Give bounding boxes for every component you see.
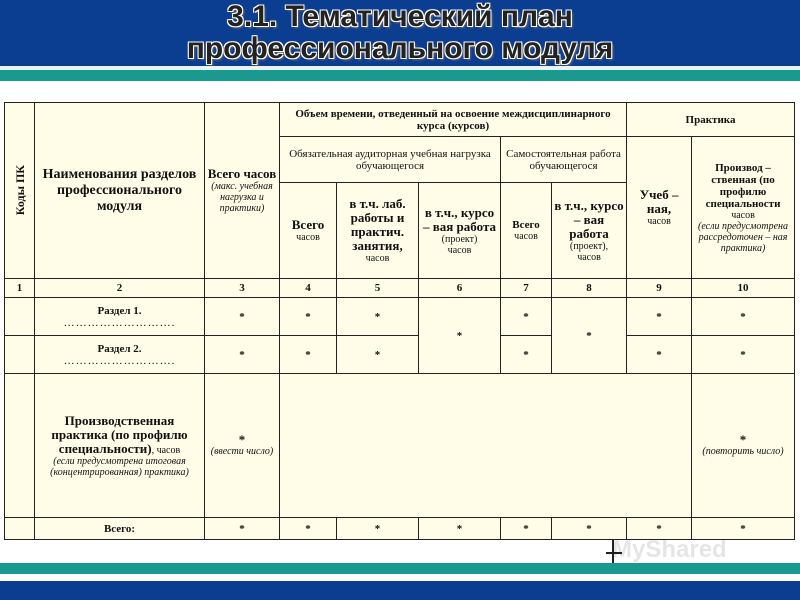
- header-independent-course-project: (проект),: [569, 240, 609, 252]
- industrial-hours: , часов: [151, 444, 181, 456]
- header-section-names-text: Наименования разделов профессионального модуля: [42, 166, 197, 214]
- header-independent-total-text: Всего: [512, 219, 540, 231]
- industrial-enter-number: (ввести число): [210, 446, 274, 457]
- section-independent-course: *: [552, 298, 627, 374]
- total-independent-course: *: [552, 518, 627, 540]
- section1-dots: ……………………….: [63, 316, 176, 329]
- header-mandatory-lab-text: в т.ч. лаб. работы и практич. занятия,: [349, 196, 406, 253]
- section1-mandatory-lab: *: [337, 298, 419, 336]
- section1-code: [5, 298, 35, 336]
- header-mandatory-total-hours: часов: [296, 232, 320, 243]
- industrial-total-hours: [205, 374, 280, 518]
- section1-label: Раздел 1.: [97, 304, 142, 317]
- section2-label: Раздел 2.: [97, 342, 142, 355]
- header-mandatory-lab: [337, 183, 419, 279]
- footer-bar: [0, 581, 800, 600]
- header-production-practice: [692, 137, 795, 279]
- header-time-volume: Объем времени, отведенный на освоение междисциплинарного курса (курсов): [280, 103, 627, 137]
- col-number-10: 10: [692, 279, 795, 298]
- total-mandatory-total: *: [280, 518, 337, 540]
- section2-production: *: [692, 336, 795, 374]
- col-number-6: 6: [419, 279, 501, 298]
- header-total-hours: [205, 103, 280, 279]
- section2-independent-total: *: [501, 336, 552, 374]
- col-number-8: 8: [552, 279, 627, 298]
- total-independent-total: *: [501, 518, 552, 540]
- header-independent-course-hours: часов: [577, 251, 601, 263]
- total-production: *: [692, 518, 795, 540]
- col-number-7: 7: [501, 279, 552, 298]
- header-production-text: Производ – ственная (по профилю специальности: [705, 161, 781, 210]
- header-practice: Практика: [627, 103, 795, 137]
- header-independent-total-hours: часов: [514, 231, 538, 242]
- section2-educational: *: [627, 336, 692, 374]
- header-independent-course-text: в т.ч., курсо – вая работа: [554, 197, 624, 241]
- section1-production: *: [692, 298, 795, 336]
- col-number-2: 2: [35, 279, 205, 298]
- industrial-production-star: *: [739, 432, 747, 447]
- industrial-total-star: *: [238, 432, 246, 447]
- section2-dots: ……………………….: [63, 354, 176, 367]
- footer-stripe: [0, 563, 800, 574]
- header-educational-practice: [627, 137, 692, 279]
- title-line-2: профессионального модуля: [186, 32, 614, 65]
- total-educational: *: [627, 518, 692, 540]
- header-mandatory-course: [419, 183, 501, 279]
- title-line-1: 3.1. Тематический план: [227, 0, 573, 33]
- header-code-pk: [5, 103, 35, 279]
- industrial-repeat-number: (повторить число): [702, 446, 784, 457]
- header-production-hours: часов: [731, 209, 755, 221]
- industrial-title: Производственная практика (по профилю специальности): [51, 412, 188, 456]
- section2-code: [5, 336, 35, 374]
- col-number-4: 4: [280, 279, 337, 298]
- page-title: [0, 0, 800, 65]
- total-label: Всего:: [35, 518, 205, 540]
- total-mandatory-course: *: [419, 518, 501, 540]
- industrial-name: [35, 374, 205, 518]
- section1-name: [35, 298, 205, 336]
- col-number-1: 1: [5, 279, 35, 298]
- header-mandatory-load: Обязательная аудиторная учебная нагрузка обучающегося: [280, 137, 501, 183]
- header-production-note: (если предусмотрена рассредоточен – ная практика): [698, 220, 788, 254]
- industrial-merged-cell: [280, 374, 692, 518]
- header-section-names: [35, 103, 205, 279]
- footer-gap: [0, 574, 800, 581]
- industrial-production: [692, 374, 795, 518]
- section2-mandatory-lab: *: [337, 336, 419, 374]
- section1-total-hours: *: [205, 298, 280, 336]
- header-independent-course: [552, 183, 627, 279]
- header-educational-hours: часов: [647, 216, 671, 227]
- header-mandatory-course-hours: часов: [447, 244, 472, 256]
- header-independent-total: [501, 183, 552, 279]
- section1-educational: *: [627, 298, 692, 336]
- section2-mandatory-total: *: [280, 336, 337, 374]
- section2-name: [35, 336, 205, 374]
- col-number-3: 3: [205, 279, 280, 298]
- section2-total-hours: *: [205, 336, 280, 374]
- header-mandatory-total-text: Всего: [291, 217, 325, 232]
- header-mandatory-total: [280, 183, 337, 279]
- col-number-5: 5: [337, 279, 419, 298]
- section1-independent-total: *: [501, 298, 552, 336]
- industrial-note: (если предусмотрена итоговая (концентрированная) практика): [50, 455, 189, 478]
- industrial-code: [5, 374, 35, 518]
- thematic-plan-table: [4, 102, 795, 540]
- section1-mandatory-total: *: [280, 298, 337, 336]
- header-code-pk-text: Коды ПК: [12, 165, 27, 216]
- total-code: [5, 518, 35, 540]
- section-mandatory-course: *: [419, 298, 501, 374]
- header-mandatory-course-project: (проект): [441, 233, 478, 245]
- col-number-9: 9: [627, 279, 692, 298]
- total-hours: *: [205, 518, 280, 540]
- total-mandatory-lab: *: [337, 518, 419, 540]
- header-mandatory-lab-hours: часов: [365, 253, 390, 264]
- title-divider-stripe: [0, 70, 800, 81]
- header-educational-text: Учеб – ная,: [639, 187, 679, 216]
- header-mandatory-course-text: в т.ч., курсо – вая работа: [423, 204, 496, 234]
- header-total-hours-note: (макс. учебная нагрузка и практики): [211, 181, 273, 214]
- watermark: MyShared: [612, 536, 727, 563]
- header-independent-work: Самостоятельная работа обучающегося: [501, 137, 627, 183]
- header-total-hours-text: Всего часов: [207, 166, 277, 181]
